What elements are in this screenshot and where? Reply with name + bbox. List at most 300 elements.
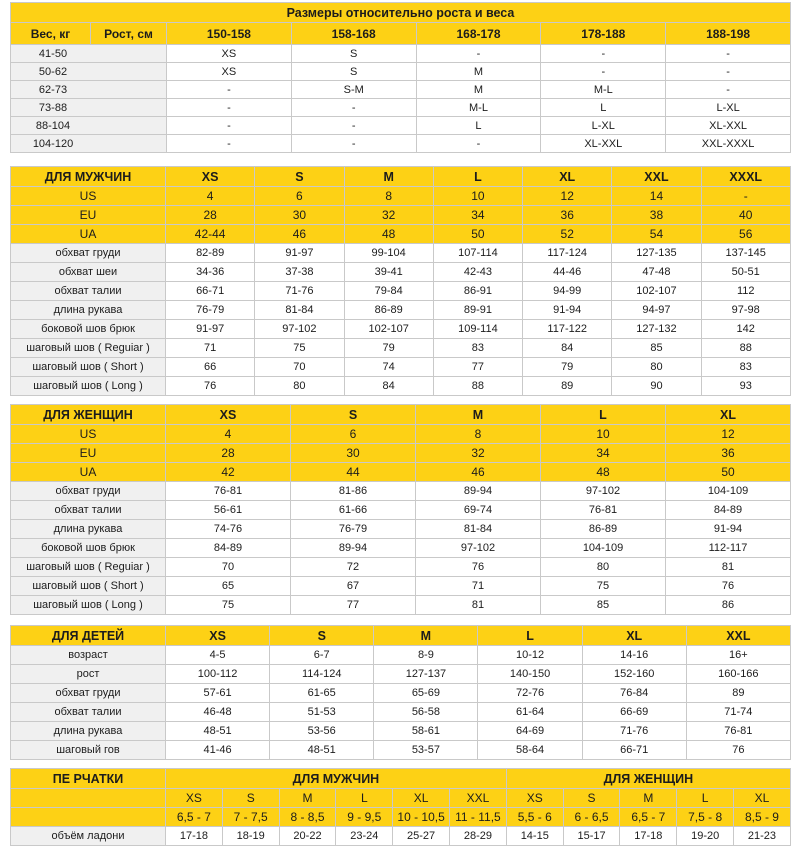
measure-cell: 83 <box>433 339 522 358</box>
measure-cell: 10-12 <box>478 646 582 665</box>
code-cell: 42-44 <box>166 225 255 244</box>
gloves-size-table <box>10 768 791 846</box>
measure-cell: 91-97 <box>255 244 344 263</box>
measure-cell: 84-89 <box>666 501 791 520</box>
code-cell: 28 <box>166 206 255 225</box>
weight-range-value: 73-88 <box>38 101 68 114</box>
recommended-size-cell: - <box>167 99 292 117</box>
measure-cell: 88 <box>433 377 522 396</box>
size-column-header: XS <box>166 626 270 646</box>
measure-row-label: длина рукава <box>11 301 166 320</box>
measure-cell: 71 <box>416 577 541 596</box>
code-cell: 46 <box>255 225 344 244</box>
measure-cell: 104-109 <box>541 539 666 558</box>
measure-cell: 86-89 <box>344 301 433 320</box>
measure-cell: 14-16 <box>582 646 686 665</box>
glove-size-header: S <box>222 789 279 808</box>
code-cell: 12 <box>523 187 612 206</box>
men-section-header: ДЛЯ МУЖЧИН <box>166 769 507 789</box>
measure-cell: 58-61 <box>374 722 478 741</box>
measure-row-label: обхват талии <box>11 501 166 520</box>
measure-cell: 53-56 <box>270 722 374 741</box>
palm-measure-cell: 21-23 <box>734 827 791 846</box>
measure-cell: 82-89 <box>166 244 255 263</box>
measure-cell: 100-112 <box>166 665 270 684</box>
measure-cell: 76-79 <box>166 301 255 320</box>
measure-cell: 85 <box>541 596 666 615</box>
code-row-label: US <box>11 187 166 206</box>
size-column-header: L <box>433 167 522 187</box>
glove-number-cell: 8,5 - 9 <box>734 808 791 827</box>
glove-number-cell: 6,5 - 7 <box>166 808 223 827</box>
weight-range-cell <box>11 81 167 99</box>
measure-cell: 65 <box>166 577 291 596</box>
glove-size-header: XL <box>734 789 791 808</box>
measure-cell: 112-117 <box>666 539 791 558</box>
code-cell: 12 <box>666 425 791 444</box>
measure-cell: 8-9 <box>374 646 478 665</box>
palm-measure-cell: 28-29 <box>449 827 506 846</box>
measure-row-label: боковой шов брюк <box>11 539 166 558</box>
measure-cell: 75 <box>166 596 291 615</box>
measure-cell: 74 <box>344 358 433 377</box>
code-cell: 36 <box>666 444 791 463</box>
measure-row-label: шаговый шов ( Reguiar ) <box>11 558 166 577</box>
measure-cell: 137-145 <box>701 244 790 263</box>
size-column-header: XXL <box>612 167 701 187</box>
measure-cell: 81-84 <box>255 301 344 320</box>
recommended-size-cell: - <box>291 99 416 117</box>
measure-cell: 89-91 <box>433 301 522 320</box>
glove-number-cell: 10 - 10,5 <box>393 808 450 827</box>
glove-size-header: S <box>563 789 620 808</box>
code-cell: 50 <box>433 225 522 244</box>
code-cell: 36 <box>523 206 612 225</box>
code-cell: 32 <box>416 444 541 463</box>
measure-cell: 71-76 <box>255 282 344 301</box>
measure-cell: 84 <box>523 339 612 358</box>
measure-cell: 93 <box>701 377 790 396</box>
measure-cell: 112 <box>701 282 790 301</box>
code-cell: 10 <box>433 187 522 206</box>
recommended-size-cell: - <box>167 81 292 99</box>
measure-cell: 102-107 <box>344 320 433 339</box>
measure-cell: 97-102 <box>416 539 541 558</box>
measure-cell: 88 <box>701 339 790 358</box>
weight-range-value: 62-73 <box>38 83 68 96</box>
measure-cell: 81 <box>416 596 541 615</box>
size-column-header: S <box>255 167 344 187</box>
glove-size-header: XXL <box>449 789 506 808</box>
measure-cell: 76-79 <box>291 520 416 539</box>
measure-cell: 75 <box>541 577 666 596</box>
women-size-table <box>10 404 791 615</box>
recommended-size-cell: M <box>416 63 541 81</box>
measure-cell: 51-53 <box>270 703 374 722</box>
palm-measure-cell: 25-27 <box>393 827 450 846</box>
measure-row-label: шаговый шов ( Short ) <box>11 577 166 596</box>
measure-cell: 50-51 <box>701 263 790 282</box>
code-cell: 42 <box>166 463 291 482</box>
recommended-size-cell: - <box>167 117 292 135</box>
glove-number-cell: 7,5 - 8 <box>677 808 734 827</box>
measure-cell: 70 <box>255 358 344 377</box>
recommended-size-cell: M <box>416 81 541 99</box>
measure-cell: 97-102 <box>541 482 666 501</box>
measure-cell: 67 <box>291 577 416 596</box>
measure-cell: 142 <box>701 320 790 339</box>
palm-measure-cell: 18-19 <box>222 827 279 846</box>
code-row-label: UA <box>11 225 166 244</box>
measure-row-label: шаговый шов ( Short ) <box>11 358 166 377</box>
height-weight-table <box>10 2 791 153</box>
recommended-size-cell: L <box>416 117 541 135</box>
height-range-header: 150-158 <box>167 23 292 45</box>
measure-cell: 80 <box>612 358 701 377</box>
measure-row-label: боковой шов брюк <box>11 320 166 339</box>
size-column-header: XXL <box>686 626 790 646</box>
recommended-size-cell: XS <box>167 45 292 63</box>
size-column-header: XS <box>166 405 291 425</box>
recommended-size-cell: - <box>291 135 416 153</box>
code-cell: 34 <box>541 444 666 463</box>
code-cell: 48 <box>541 463 666 482</box>
size-column-header: XL <box>666 405 791 425</box>
measure-cell: 104-109 <box>666 482 791 501</box>
weight-range-value: 104-120 <box>32 137 74 150</box>
measure-cell: 69-74 <box>416 501 541 520</box>
size-column-header: S <box>270 626 374 646</box>
recommended-size-cell: - <box>291 117 416 135</box>
height-range-header: 188-198 <box>666 23 791 45</box>
size-column-header: L <box>478 626 582 646</box>
measure-row-label: возраст <box>11 646 166 665</box>
measure-cell: 114-124 <box>270 665 374 684</box>
recommended-size-cell: S-M <box>291 81 416 99</box>
glove-number-cell: 6,5 - 7 <box>620 808 677 827</box>
measure-cell: 70 <box>166 558 291 577</box>
measure-cell: 61-66 <box>291 501 416 520</box>
glove-number-cell: 7 - 7,5 <box>222 808 279 827</box>
recommended-size-cell: M-L <box>541 81 666 99</box>
measure-cell: 41-46 <box>166 741 270 760</box>
measure-row-label: обхват талии <box>11 703 166 722</box>
recommended-size-cell: L-XL <box>666 99 791 117</box>
palm-measure-cell: 19-20 <box>677 827 734 846</box>
measure-cell: 89 <box>686 684 790 703</box>
measure-cell: 72-76 <box>478 684 582 703</box>
children-size-table <box>10 625 791 760</box>
measure-cell: 94-97 <box>612 301 701 320</box>
weight-range-cell <box>11 63 167 81</box>
code-cell: 40 <box>701 206 790 225</box>
measure-cell: 84-89 <box>166 539 291 558</box>
measure-cell: 102-107 <box>612 282 701 301</box>
recommended-size-cell: - <box>416 135 541 153</box>
code-row-label: EU <box>11 206 166 225</box>
glove-size-header: XL <box>393 789 450 808</box>
measure-cell: 66-71 <box>582 741 686 760</box>
measure-cell: 57-61 <box>166 684 270 703</box>
glove-size-header: M <box>279 789 336 808</box>
glove-size-header: L <box>336 789 393 808</box>
weight-range-value: 88-104 <box>35 119 71 132</box>
measure-cell: 72 <box>291 558 416 577</box>
size-column-header: S <box>291 405 416 425</box>
table-header: ДЛЯ МУЖЧИН <box>11 167 166 187</box>
code-cell: 48 <box>344 225 433 244</box>
measure-cell: 81-86 <box>291 482 416 501</box>
measure-cell: 37-38 <box>255 263 344 282</box>
weight-range-cell <box>11 135 167 153</box>
measure-cell: 81 <box>666 558 791 577</box>
measure-cell: 91-97 <box>166 320 255 339</box>
women-section-header: ДЛЯ ЖЕНЩИН <box>506 769 790 789</box>
height-weight-table-body <box>11 3 791 153</box>
recommended-size-cell: S <box>291 45 416 63</box>
measure-cell: 44-46 <box>523 263 612 282</box>
code-cell: 14 <box>612 187 701 206</box>
palm-measure-cell: 14-15 <box>506 827 563 846</box>
code-cell: 8 <box>416 425 541 444</box>
measure-cell: 48-51 <box>166 722 270 741</box>
recommended-size-cell: - <box>541 63 666 81</box>
measure-row-label: шаговый гов <box>11 741 166 760</box>
measure-cell: 64-69 <box>478 722 582 741</box>
measure-cell: 107-114 <box>433 244 522 263</box>
size-column-header: L <box>541 405 666 425</box>
table-header: ДЛЯ ДЕТЕЙ <box>11 626 166 646</box>
recommended-size-cell: - <box>416 45 541 63</box>
recommended-size-cell: S <box>291 63 416 81</box>
measure-cell: 65-69 <box>374 684 478 703</box>
recommended-size-cell: XS <box>167 63 292 81</box>
measure-cell: 4-5 <box>166 646 270 665</box>
recommended-size-cell: - <box>666 63 791 81</box>
measure-cell: 79 <box>523 358 612 377</box>
recommended-size-cell: - <box>666 81 791 99</box>
code-cell: 8 <box>344 187 433 206</box>
measure-cell: 58-64 <box>478 741 582 760</box>
measure-cell: 97-98 <box>701 301 790 320</box>
measure-cell: 56-58 <box>374 703 478 722</box>
measure-cell: 76 <box>666 577 791 596</box>
measure-cell: 61-65 <box>270 684 374 703</box>
measure-cell: 89 <box>523 377 612 396</box>
measure-cell: 76 <box>166 377 255 396</box>
measure-cell: 99-104 <box>344 244 433 263</box>
measure-cell: 76-81 <box>166 482 291 501</box>
size-column-header: XXXL <box>701 167 790 187</box>
measure-cell: 86 <box>666 596 791 615</box>
measure-cell: 47-48 <box>612 263 701 282</box>
glove-number-cell: 8 - 8,5 <box>279 808 336 827</box>
measure-cell: 127-132 <box>612 320 701 339</box>
code-cell: 30 <box>255 206 344 225</box>
glove-number-cell: 5,5 - 6 <box>506 808 563 827</box>
table-title: Размеры относительно роста и веса <box>11 3 791 23</box>
measure-cell: 42-43 <box>433 263 522 282</box>
measure-cell: 90 <box>612 377 701 396</box>
code-cell: 54 <box>612 225 701 244</box>
recommended-size-cell: - <box>167 135 292 153</box>
measure-cell: 16+ <box>686 646 790 665</box>
women-size-table-body <box>11 405 791 615</box>
size-column-header: XL <box>523 167 612 187</box>
weight-range-value: 41-50 <box>38 47 68 60</box>
measure-row-label: обхват груди <box>11 244 166 263</box>
measure-cell: 76 <box>686 741 790 760</box>
code-cell: 6 <box>255 187 344 206</box>
code-row-label: US <box>11 425 166 444</box>
palm-measure-cell: 17-18 <box>166 827 223 846</box>
measure-cell: 117-122 <box>523 320 612 339</box>
recommended-size-cell: - <box>666 45 791 63</box>
height-range-header: 178-188 <box>541 23 666 45</box>
measure-cell: 127-135 <box>612 244 701 263</box>
men-size-table-body <box>11 167 791 396</box>
gloves-size-table-body <box>11 769 791 846</box>
recommended-size-cell: XL-XXL <box>541 135 666 153</box>
height-column-header: Рост, см <box>91 23 167 45</box>
code-cell: 32 <box>344 206 433 225</box>
measure-row-label: длина рукава <box>11 520 166 539</box>
recommended-size-cell: L <box>541 99 666 117</box>
weight-range-value: 50-62 <box>38 65 68 78</box>
measure-cell: 85 <box>612 339 701 358</box>
recommended-size-cell: XXL-XXXL <box>666 135 791 153</box>
code-cell: 52 <box>523 225 612 244</box>
recommended-size-cell: M-L <box>416 99 541 117</box>
measure-cell: 76-81 <box>541 501 666 520</box>
code-cell: 4 <box>166 187 255 206</box>
measure-cell: 84 <box>344 377 433 396</box>
size-column-header: M <box>374 626 478 646</box>
measure-cell: 86-89 <box>541 520 666 539</box>
measure-cell: 39-41 <box>344 263 433 282</box>
measure-cell: 74-76 <box>166 520 291 539</box>
measure-cell: 117-124 <box>523 244 612 263</box>
weight-range-cell <box>11 45 167 63</box>
code-row-label: EU <box>11 444 166 463</box>
glove-size-header: XS <box>506 789 563 808</box>
measure-cell: 77 <box>291 596 416 615</box>
measure-cell: 81-84 <box>416 520 541 539</box>
measure-cell: 48-51 <box>270 741 374 760</box>
measure-cell: 79-84 <box>344 282 433 301</box>
code-cell: 4 <box>166 425 291 444</box>
table-header: ПЕ РЧАТКИ <box>11 769 166 789</box>
measure-cell: 76 <box>416 558 541 577</box>
code-cell: - <box>701 187 790 206</box>
measure-cell: 94-99 <box>523 282 612 301</box>
measure-cell: 77 <box>433 358 522 377</box>
code-cell: 10 <box>541 425 666 444</box>
measure-cell: 140-150 <box>478 665 582 684</box>
code-cell: 28 <box>166 444 291 463</box>
recommended-size-cell: L-XL <box>541 117 666 135</box>
measure-cell: 152-160 <box>582 665 686 684</box>
measure-cell: 76-84 <box>582 684 686 703</box>
glove-size-header: M <box>620 789 677 808</box>
weight-range-cell <box>11 117 167 135</box>
palm-row-label: объём ладони <box>11 827 166 846</box>
recommended-size-cell: XL-XXL <box>666 117 791 135</box>
code-cell: 34 <box>433 206 522 225</box>
height-range-header: 168-178 <box>416 23 541 45</box>
measure-cell: 66-69 <box>582 703 686 722</box>
code-cell: 6 <box>291 425 416 444</box>
measure-cell: 91-94 <box>523 301 612 320</box>
size-column-header: XL <box>582 626 686 646</box>
palm-measure-cell: 20-22 <box>279 827 336 846</box>
code-cell: 44 <box>291 463 416 482</box>
palm-measure-cell: 17-18 <box>620 827 677 846</box>
measure-row-label: длина рукава <box>11 722 166 741</box>
size-column-header: M <box>344 167 433 187</box>
size-column-header: XS <box>166 167 255 187</box>
measure-cell: 80 <box>541 558 666 577</box>
measure-cell: 79 <box>344 339 433 358</box>
measure-cell: 83 <box>701 358 790 377</box>
measure-row-label: обхват шеи <box>11 263 166 282</box>
glove-number-cell: 9 - 9,5 <box>336 808 393 827</box>
measure-cell: 46-48 <box>166 703 270 722</box>
measure-cell: 71-74 <box>686 703 790 722</box>
code-cell: 38 <box>612 206 701 225</box>
empty-label-cell <box>11 789 166 808</box>
measure-cell: 97-102 <box>255 320 344 339</box>
measure-cell: 86-91 <box>433 282 522 301</box>
measure-cell: 89-94 <box>416 482 541 501</box>
measure-row-label: шаговый шов ( Long ) <box>11 377 166 396</box>
measure-row-label: шаговый шов ( Long ) <box>11 596 166 615</box>
height-range-header: 158-168 <box>291 23 416 45</box>
glove-number-cell: 11 - 11,5 <box>449 808 506 827</box>
code-row-label: UA <box>11 463 166 482</box>
measure-cell: 61-64 <box>478 703 582 722</box>
measure-cell: 75 <box>255 339 344 358</box>
palm-measure-cell: 15-17 <box>563 827 620 846</box>
size-column-header: M <box>416 405 541 425</box>
measure-cell: 91-94 <box>666 520 791 539</box>
measure-cell: 56-61 <box>166 501 291 520</box>
measure-cell: 6-7 <box>270 646 374 665</box>
measure-cell: 66 <box>166 358 255 377</box>
measure-cell: 71 <box>166 339 255 358</box>
weight-column-header: Вес, кг <box>11 23 91 45</box>
measure-cell: 76-81 <box>686 722 790 741</box>
measure-cell: 71-76 <box>582 722 686 741</box>
measure-cell: 127-137 <box>374 665 478 684</box>
measure-cell: 89-94 <box>291 539 416 558</box>
measure-row-label: обхват талии <box>11 282 166 301</box>
glove-size-header: XS <box>166 789 223 808</box>
children-size-table-body <box>11 626 791 760</box>
measure-row-label: обхват груди <box>11 684 166 703</box>
measure-cell: 80 <box>255 377 344 396</box>
code-cell: 30 <box>291 444 416 463</box>
glove-number-cell: 6 - 6,5 <box>563 808 620 827</box>
weight-range-cell <box>11 99 167 117</box>
code-cell: 46 <box>416 463 541 482</box>
measure-row-label: рост <box>11 665 166 684</box>
table-header: ДЛЯ ЖЕНЩИН <box>11 405 166 425</box>
glove-size-header: L <box>677 789 734 808</box>
measure-row-label: обхват груди <box>11 482 166 501</box>
empty-label-cell <box>11 808 166 827</box>
measure-cell: 160-166 <box>686 665 790 684</box>
